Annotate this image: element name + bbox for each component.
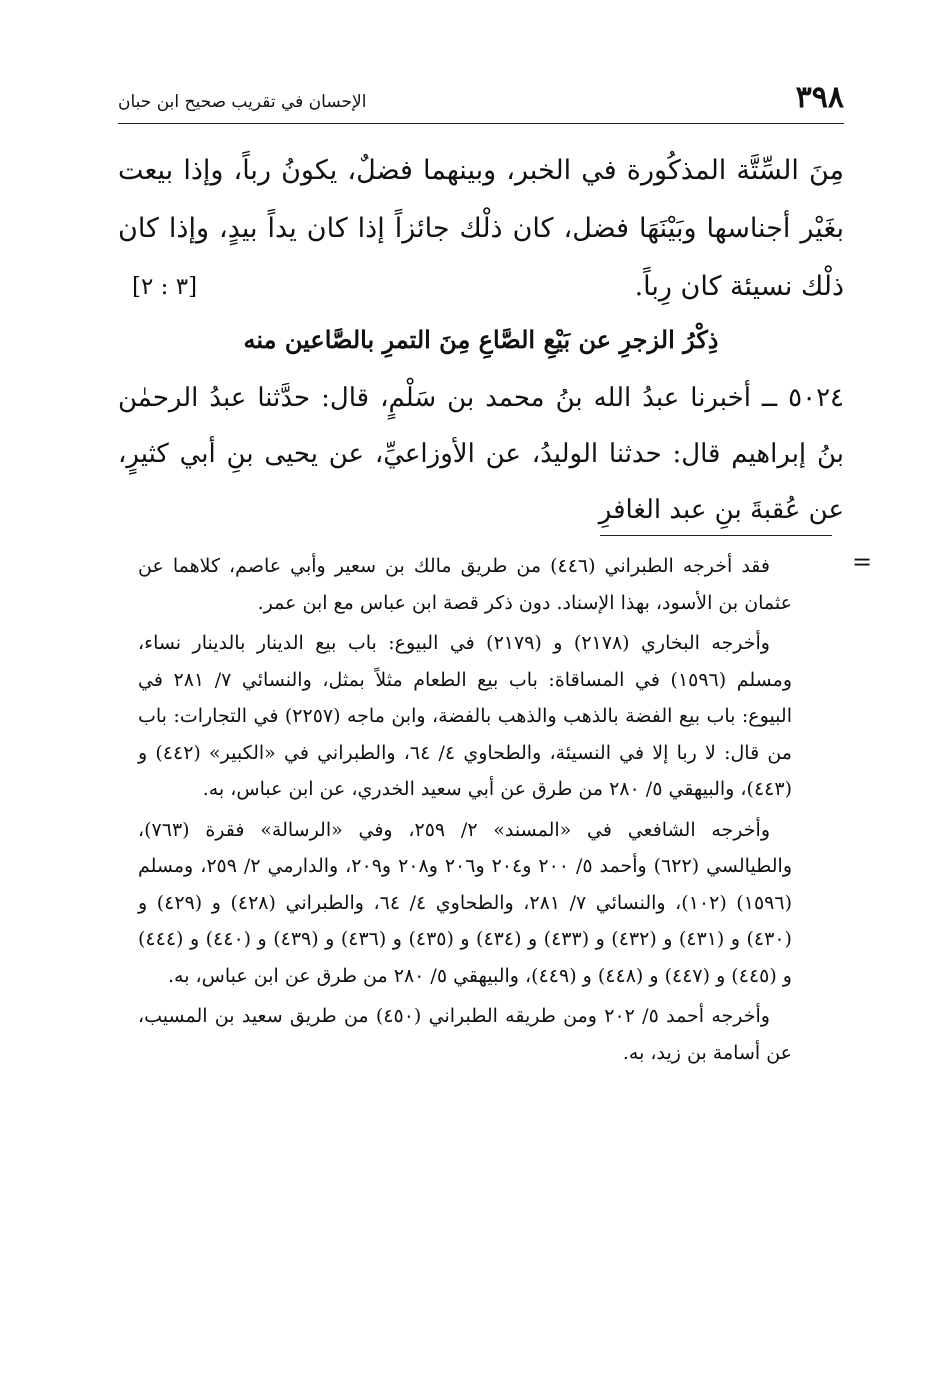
page-number: ٣٩٨ bbox=[795, 80, 844, 115]
reference-tag: [٣ : ٢] bbox=[132, 274, 198, 300]
footnote-paragraph: فقد أخرجه الطبراني (٤٤٦) من طريق مالك بن سعير وأبي عاصم، كلاهما عن عثمان بن الأسود، بهذا الإسناد. دون ذكر قصة ابن عباس مع ابن عمر. bbox=[138, 555, 792, 614]
page-header bbox=[118, 78, 844, 122]
footnote-continuation-mark: = bbox=[852, 548, 873, 576]
main-text bbox=[118, 142, 844, 316]
hadith-text bbox=[118, 370, 844, 538]
header-divider bbox=[118, 123, 844, 124]
hadith-paragraph: ٥٠٢٤ ــ أخبرنا عبدُ الله بنُ محمد بن سَلْمٍ، قال: حدَّثنا عبدُ الرحمٰن بنُ إبراهيم قال: حدثنا الوليدُ، عن الأوزاعيِّ، عن يحيى بنِ أبي كثيرٍ، عن عُقبةَ بنِ عبد الغافرِ bbox=[118, 383, 844, 525]
footnotes bbox=[138, 548, 792, 1075]
main-paragraph: مِنَ السِّتَّة المذكُورة في الخبر، وبينهما فضلٌ، يكونُ رباً، وإذا بيعت بغَيْر أجناسها وبَيْنَهَا فضل، كان ذلْك جائزاً إذا كان يداً بيدٍ، وإذا كان ذلْك نسيئة كان رِباً. bbox=[118, 155, 844, 302]
footnote-divider bbox=[600, 535, 832, 536]
section-heading: ذِكْرُ الزجرِ عن بَيْعِ الصَّاعِ مِنَ التمرِ بالصَّاعين منه bbox=[243, 325, 719, 354]
footnote-paragraph: وأخرجه الشافعي في «المسند» ٢/ ٢٥٩، وفي «الرسالة» فقرة (٧٦٣)، والطيالسي (٦٢٢) وأحمد ٥/ ٢٠٠ و٢٠٤ و٢٠٦ و٢٠٨ و٢٠٩، والدارمي ٢/ ٢٥٩، ومسلم (١٥٩٦) (١٠٢)، والنسائي ٧/ ٢٨١، والطحاوي ٤/ ٦٤، والطبراني (٤٢٨) و (٤٢٩) و (٤٣٠) و (٤٣١) و (٤٣٢) و (٤٣٣) و (٤٣٤) و (٤٣٥) و (٤٣٦) و (٤٣٩) و (٤٤٠) و (٤٤٤) و (٤٤٥) و (٤٤٧) و (٤٤٨) و (٤٤٩)، والبيهقي ٥/ ٢٨٠ من طرق عن ابن عباس، به. bbox=[138, 818, 793, 987]
running-title: الإحسان في تقريب صحيح ابن حبان bbox=[118, 92, 367, 112]
footnote-paragraph: وأخرجه البخاري (٢١٧٨) و (٢١٧٩) في البيوع: باب بيع الدينار بالدينار نساء، ومسلم (١٥٩٦) في المساقاة: باب بيع الطعام مثلاً بمثل، والنسائي ٧/ ٢٨١ في البيوع: باب بيع الفضة بالذهب والذهب بالفضة، وابن ماجه (٢٢٥٧) في التجارات: باب من قال: لا ربا إلا في النسيئة، والطحاوي ٤/ ٦٤، والطبراني في «الكبير» (٤٤٢) و (٤٤٣)، والبيهقي ٥/ ٢٨٠ من طرق عن أبي سعيد الخدري، عن ابن عباس، به. bbox=[138, 632, 792, 800]
footnote-paragraph: وأخرجه أحمد ٥/ ٢٠٢ ومن طريقه الطبراني (٤٥٠) من طريق سعيد بن المسيب، عن أسامة بن زيد، به. bbox=[138, 1005, 792, 1064]
